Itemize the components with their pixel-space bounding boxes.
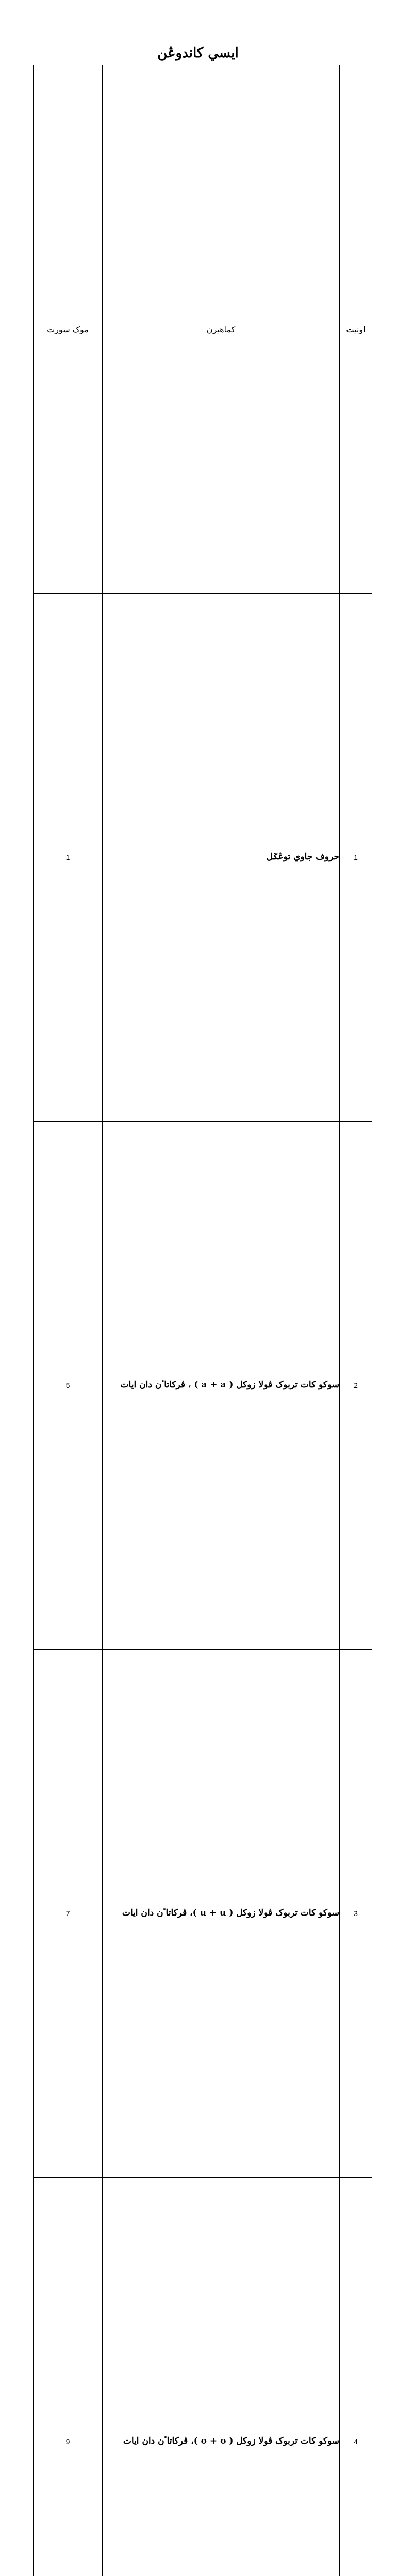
unit-number: 4 [340, 2178, 372, 2576]
document-page [0, 0, 396, 528]
header-skills: كماهيرن [103, 65, 340, 594]
unit-title: سوكو كات تربوک ڤولا زوكل ( u + u )، ڤركاتاٴن دان ايات [103, 1650, 340, 2178]
table-row [34, 2178, 372, 2576]
unit-number: 1 [340, 594, 372, 1122]
page-number: 7 [34, 1650, 103, 2178]
table-of-contents [33, 65, 372, 2576]
header-page-number: موک سورت [34, 65, 103, 594]
table-row [34, 1122, 372, 1650]
page-number: 1 [34, 594, 103, 1122]
unit-title: سوكو كات تربوک ڤولا زوكل ( o + o )، ڤركاتاٴن دان ايات [103, 2178, 340, 2576]
unit-title: سوكو كات تربوک ڤولا زوكل ( a + a ) ، ڤركاتاٴن دان ايات [103, 1122, 340, 1650]
table-row [34, 1650, 372, 2178]
unit-title: حروف جاوي توڠݢل [103, 594, 340, 1122]
page-number: 5 [34, 1122, 103, 1650]
page-number: 9 [34, 2178, 103, 2576]
unit-number: 3 [340, 1650, 372, 2178]
header-unit: اونيت [340, 65, 372, 594]
table-row [34, 594, 372, 1122]
unit-number: 2 [340, 1122, 372, 1650]
table-header-row [34, 65, 372, 594]
page-title: ايسي كاندوڠن [0, 45, 396, 61]
